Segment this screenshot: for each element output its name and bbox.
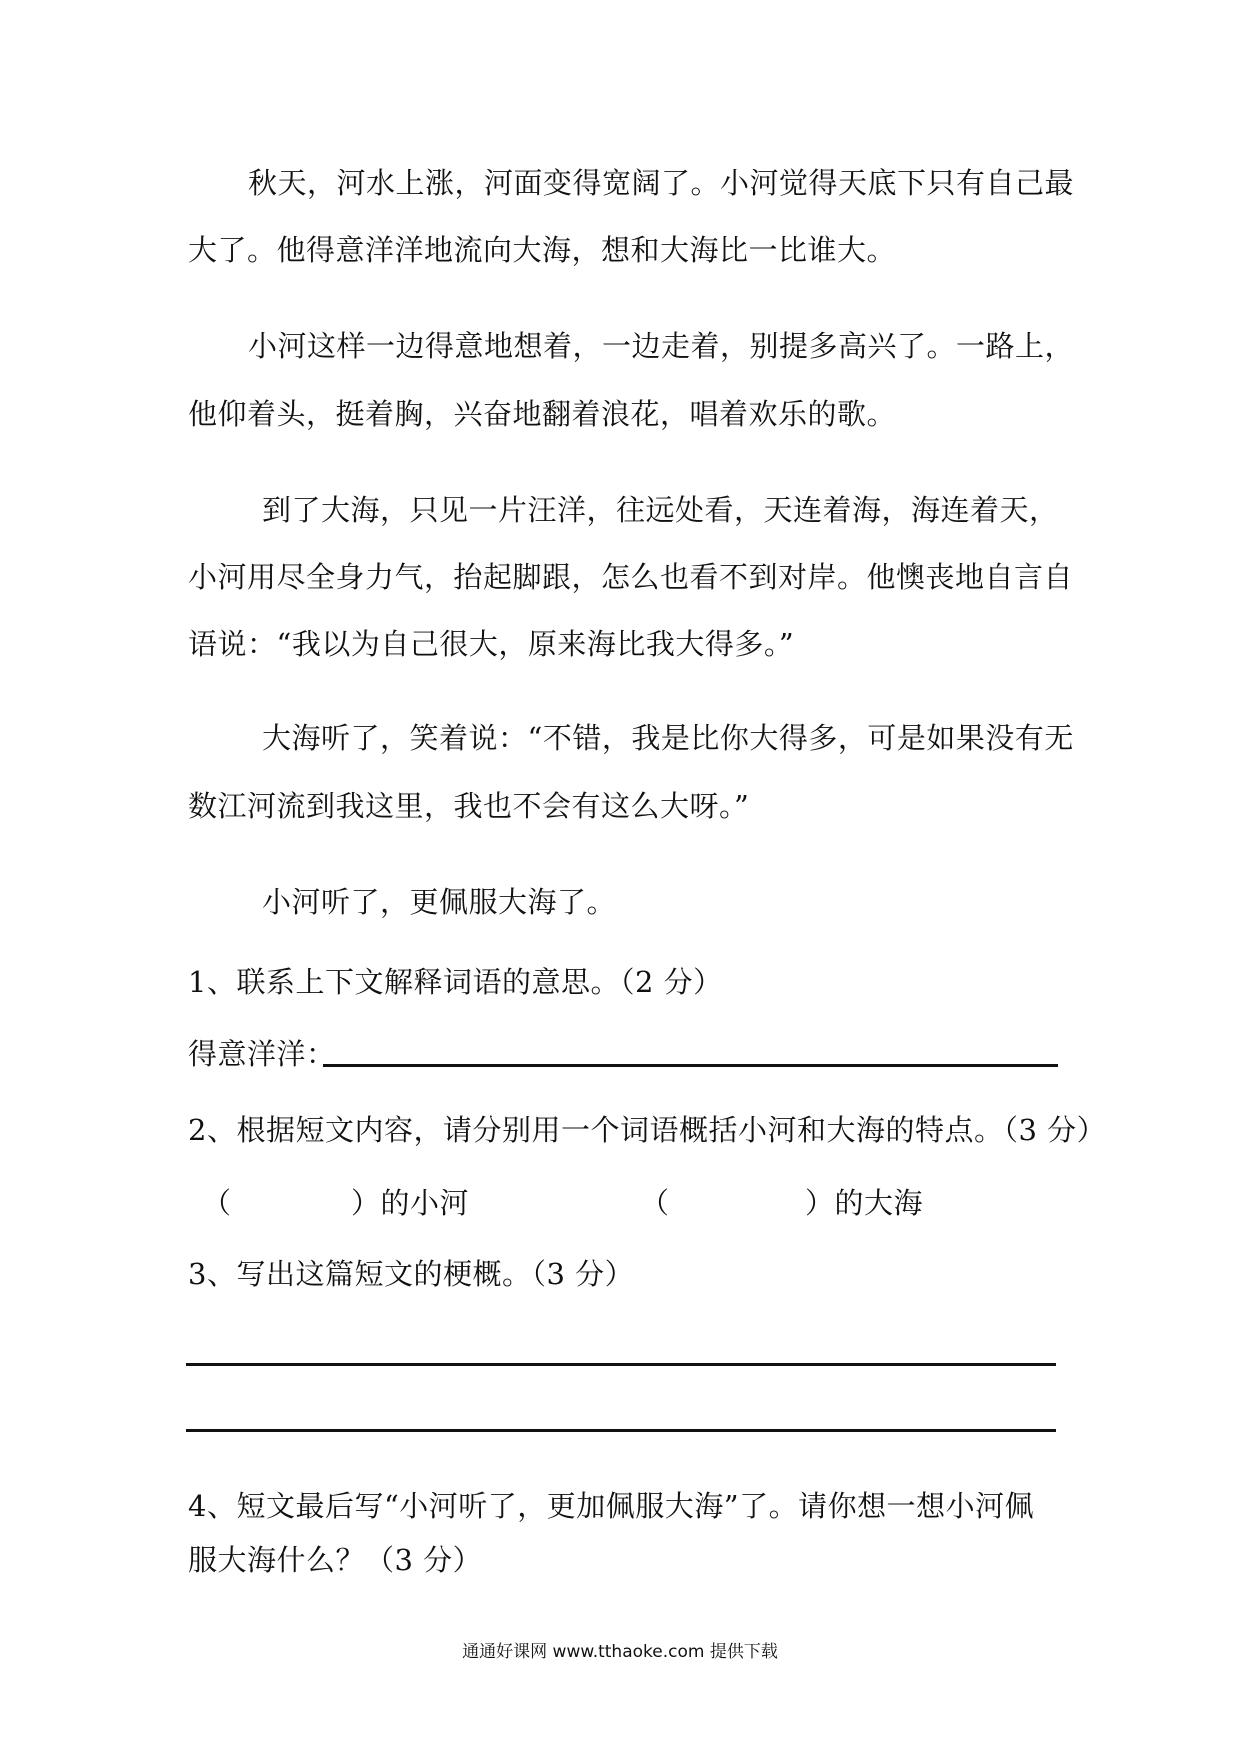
passage-p3-line2: 小河用尽全身力气，抬起脚跟，怎么也看不到对岸。他懊丧地自言自 — [188, 560, 1074, 594]
passage-p4-line2: 数江河流到我这里，我也不会有这么大呀。” — [188, 789, 750, 823]
passage-p2-line1: 小河这样一边得意地想着，一边走着，别提多高兴了。一路上， — [248, 329, 1075, 363]
question-2-text: 2、根据短文内容，请分别用一个词语概括小河和大海的特点。（3 分） — [188, 1113, 1107, 1147]
question-2-right-open-paren: （ — [640, 1186, 670, 1220]
question-1-answer-line[interactable] — [323, 1064, 1058, 1067]
question-3-answer-line-2[interactable] — [186, 1429, 1056, 1432]
question-4-line2: 服大海什么？（3 分） — [188, 1543, 483, 1577]
passage-p5-line1: 小河听了，更佩服大海了。 — [262, 885, 617, 919]
passage-p3-line3: 语说：“我以为自己很大，原来海比我大得多。” — [188, 627, 795, 661]
passage-p1-line1: 秋天，河水上涨，河面变得宽阔了。小河觉得天底下只有自己最 — [248, 166, 1075, 200]
passage-p1-line2: 大了。他得意洋洋地流向大海，想和大海比一比谁大。 — [188, 233, 897, 267]
passage-p2-line2: 他仰着头，挺着胸，兴奋地翻着浪花，唱着欢乐的歌。 — [188, 397, 897, 431]
question-3-text: 3、写出这篇短文的梗概。（3 分） — [188, 1257, 635, 1291]
question-1-answer-label: 得意洋洋： — [188, 1037, 336, 1071]
passage-p3-line1: 到了大海，只见一片汪洋，往远处看，天连着海，海连着天， — [262, 493, 1059, 527]
question-4-line1: 4、短文最后写“小河听了，更加佩服大海”了。请你想一想小河佩 — [188, 1489, 1035, 1523]
question-1-text: 1、联系上下文解释词语的意思。（2 分） — [188, 965, 723, 999]
footer-credit: 通通好课网 www.tthaoke.com 提供下载 — [462, 1642, 778, 1662]
question-2-right-blank-label: ）的大海 — [805, 1186, 924, 1220]
passage-p4-line1: 大海听了，笑着说：“不错，我是比你大得多，可是如果没有无 — [262, 721, 1074, 755]
question-2-left-open-paren: （ — [202, 1186, 232, 1220]
question-2-left-blank-label: ）的小河 — [351, 1186, 470, 1220]
question-3-answer-line-1[interactable] — [186, 1363, 1056, 1366]
